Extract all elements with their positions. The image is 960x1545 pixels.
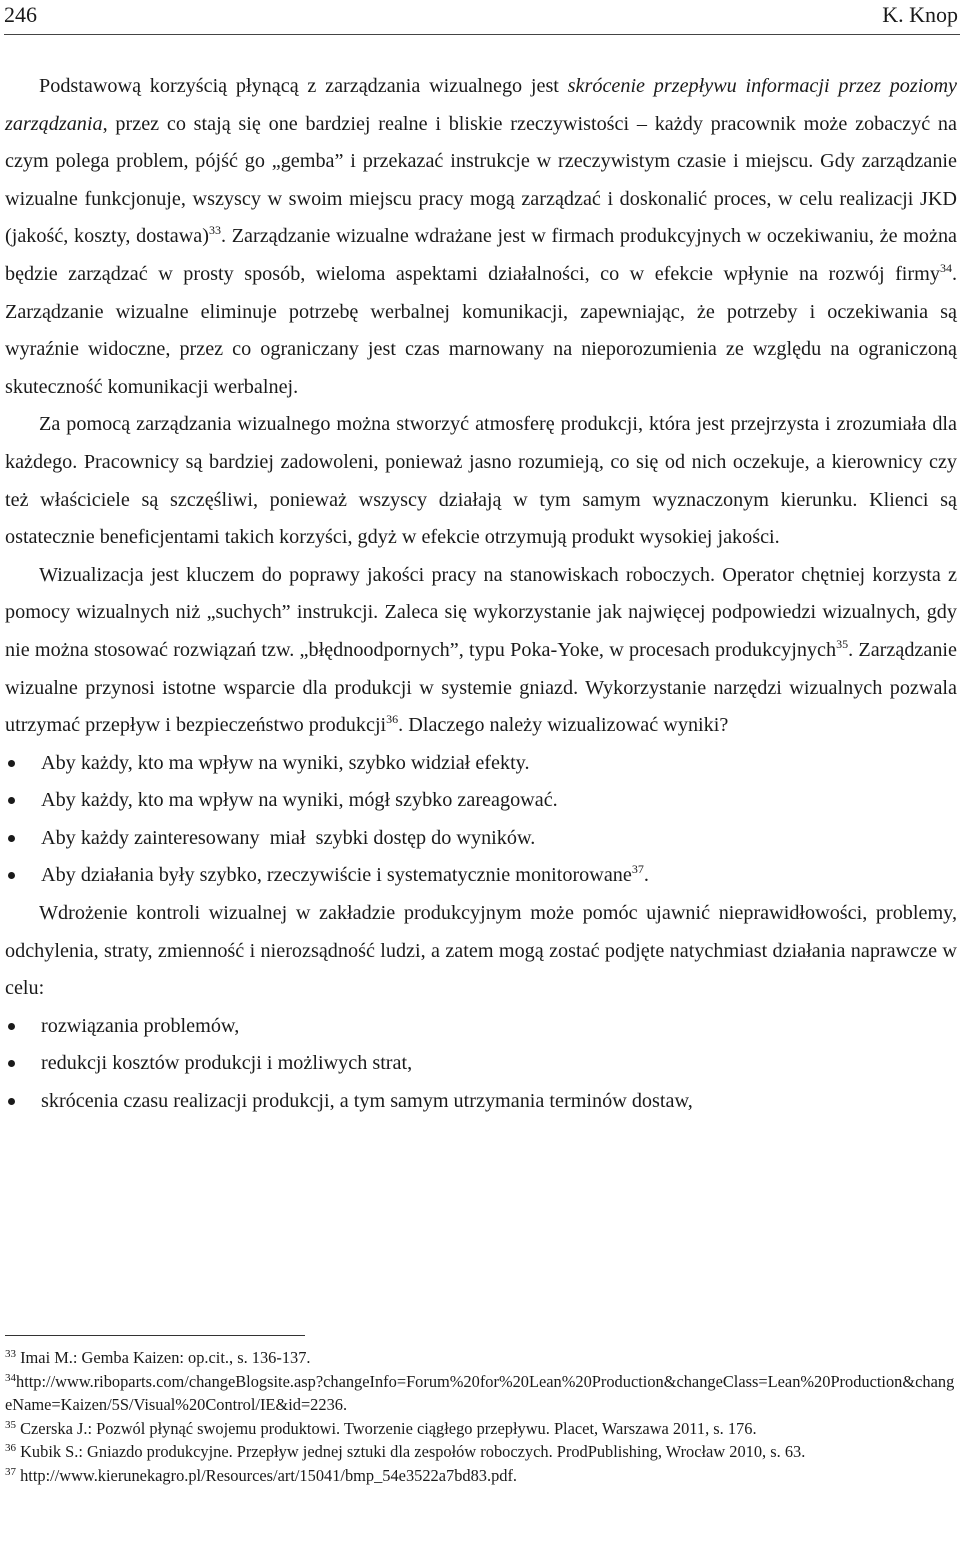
page-header [4, 0, 960, 35]
p3-text-a: Wizualizacja jest kluczem do poprawy jakości pracy na stanowiskach roboczych. Operator chętniej korzysta z pomocy wizualnych niż „suchych” instrukcji. Zaleca się wykorzystanie jak najwięcej podpowiedzi wizualnych, gdy nie można stosować rozwiązań tzw. „błędnoodpornych”, typu Poka-Yoke, w procesach produkcyjnych [5, 563, 957, 661]
list-item-text: rozwiązania problemów, [41, 1014, 240, 1037]
p3-text-b: . Zarządzanie wizualne przynosi istotne wsparcie dla produkcji w systemie gniazd. Wykorzystanie narzędzi wizualnych pozwala utrzymać przepływ i bezpieczeństwo produkcji [5, 638, 957, 737]
bullet-icon [8, 835, 15, 842]
list-item [5, 1045, 957, 1083]
footnote-37[interactable] [5, 1464, 955, 1488]
bullet-icon [8, 797, 15, 804]
main-text [5, 68, 957, 1121]
paragraph-3 [5, 557, 957, 745]
footnote-ref-33: 33 [209, 223, 221, 238]
footnotes [5, 1346, 955, 1487]
bullet-icon [8, 760, 15, 767]
bullet-list-visualization-reasons [5, 745, 957, 895]
p3-text-c: . Dlaczego należy wizualizować wyniki? [398, 714, 729, 737]
p1-italic-phrase: skrócenie przepływu informacji przez poziomy zarządzania [5, 75, 957, 135]
list-item-end: . [643, 864, 649, 887]
footnote-text: Kubik S.: Gniazdo produkcyjne. Przepływ jednej sztuki dla zespołów roboczych. ProdPublishing, Wrocław 2010, s. 63. [16, 1442, 806, 1461]
paragraph-1 [5, 68, 957, 406]
bullet-list-corrective-actions [5, 1008, 957, 1121]
footnote-text: Imai M.: Gemba Kaizen: op.cit., s. 136-137. [16, 1348, 311, 1367]
footnote-link[interactable]: http://www.riboparts.com/changeBlogsite.asp?changeInfo=Forum%20for%20Lean%20Production&changeClass=Lean%20Production&changeName=Kaizen/5S/Visual%20Control/IE&id=2236. [5, 1371, 955, 1414]
footnote-34[interactable] [5, 1370, 955, 1417]
list-item [5, 820, 957, 858]
footnote-number: 33 [5, 1348, 16, 1360]
footnote-number: 36 [5, 1442, 16, 1454]
list-item [5, 782, 957, 820]
bullet-icon [8, 872, 15, 879]
p1-text-b: , przez co stają się one bardziej realne i bliskie rzeczywistości – każdy pracownik może zobaczyć na czym polega problem, pójść go „gemba” i przekazać instrukcje w rzeczywistym czasie i miejscu. Gdy zarządzanie wizualne funkcjonuje, wszyscy w swoim miejscu pracy mogą zarządzać i doskonalić proces, w celu realizacji JKD (jakość, koszty, dostawa) [5, 112, 957, 248]
list-item [5, 857, 957, 895]
list-item [5, 745, 957, 783]
p1-text-d: . Zarządzanie wizualne eliminuje potrzebę werbalnej komunikacji, zapewniając, że potrzeby i oczekiwania są wyraźnie widoczne, przez co ograniczany jest czas marnowany na nieporozumienia ze względu na ograniczoną skuteczność komunikacji werbalnej. [5, 262, 957, 398]
footnote-link[interactable]: http://www.kierunekagro.pl/Resources/art/15041/bmp_54e3522a7bd83.pdf. [16, 1465, 518, 1485]
footnote-number: 37 [5, 1465, 16, 1478]
list-item-text: Aby działania były szybko, rzeczywiście i systematycznie monitorowane [41, 864, 632, 887]
footnote-33 [5, 1346, 955, 1370]
footnote-number: 35 [5, 1418, 16, 1431]
paragraph-2: Za pomocą zarządzania wizualnego można stworzyć atmosferę produkcji, która jest przejrzysta i zrozumiała dla każdego. Pracownicy są bardziej zadowoleni, ponieważ jasno rozumieją, co się od nich oczekuje, a kierownicy czy też właściciele są szczęśliwi, ponieważ wszyscy działają w tym samym wyznaczonym kierunku. Klienci są ostatecznie beneficjentami takich korzyści, gdyż w efekcie otrzymują produkt wysokiej jakości. [5, 413, 957, 549]
bullet-icon [8, 1098, 15, 1105]
footnote-ref-37: 37 [631, 862, 644, 877]
list-item-text: skrócenia czasu realizacji produkcji, a tym samym utrzymania terminów dostaw, [41, 1090, 693, 1113]
list-item [5, 1083, 957, 1121]
p1-text-c: . Zarządzanie wizualne wdrażane jest w firmach produkcyjnych w oczekiwaniu, że można będzie zarządzać w prosty sposób, wieloma aspektami działalności, co w efekcie wpłynie na rozwój firmy [5, 225, 957, 285]
footnote-text: Czerska J.: Pozwól płynąć swojemu produktowi. Tworzenie ciągłego przepływu. Placet, Warszawa 2011, s. 176. [16, 1418, 757, 1438]
footnote-36 [5, 1440, 955, 1464]
bullet-icon [8, 1023, 15, 1030]
list-item-text: Aby każdy zainteresowany miał szybki dostęp do wyników. [41, 826, 536, 849]
list-item-text: Aby każdy, kto ma wpływ na wyniki, szybko widział efekty. [41, 751, 530, 774]
footnote-ref-34: 34 [939, 260, 952, 275]
running-author: K. Knop [882, 2, 958, 27]
footnote-number: 34 [5, 1371, 16, 1384]
footnote-separator [5, 1335, 305, 1336]
page-number: 246 [4, 2, 37, 27]
footnote-35 [5, 1417, 955, 1441]
p1-text-a: Podstawową korzyścią płynącą z zarządzania wizualnego jest [39, 75, 568, 97]
list-item-text: redukcji kosztów produkcji i możliwych strat, [41, 1052, 413, 1075]
list-item-text: Aby każdy, kto ma wpływ na wyniki, mógł szybko zareagować. [41, 789, 558, 812]
paragraph-4: Wdrożenie kontroli wizualnej w zakładzie produkcyjnym może pomóc ujawnić nieprawidłowości, problemy, odchylenia, straty, zmienność i nierozsądność ludzi, a zatem mogą zostać podjęte natychmiast działania naprawcze w celu: [5, 902, 957, 1000]
footnote-ref-35: 35 [836, 636, 849, 651]
footnote-ref-36: 36 [386, 712, 399, 727]
bullet-icon [8, 1060, 15, 1067]
list-item [5, 1008, 957, 1046]
